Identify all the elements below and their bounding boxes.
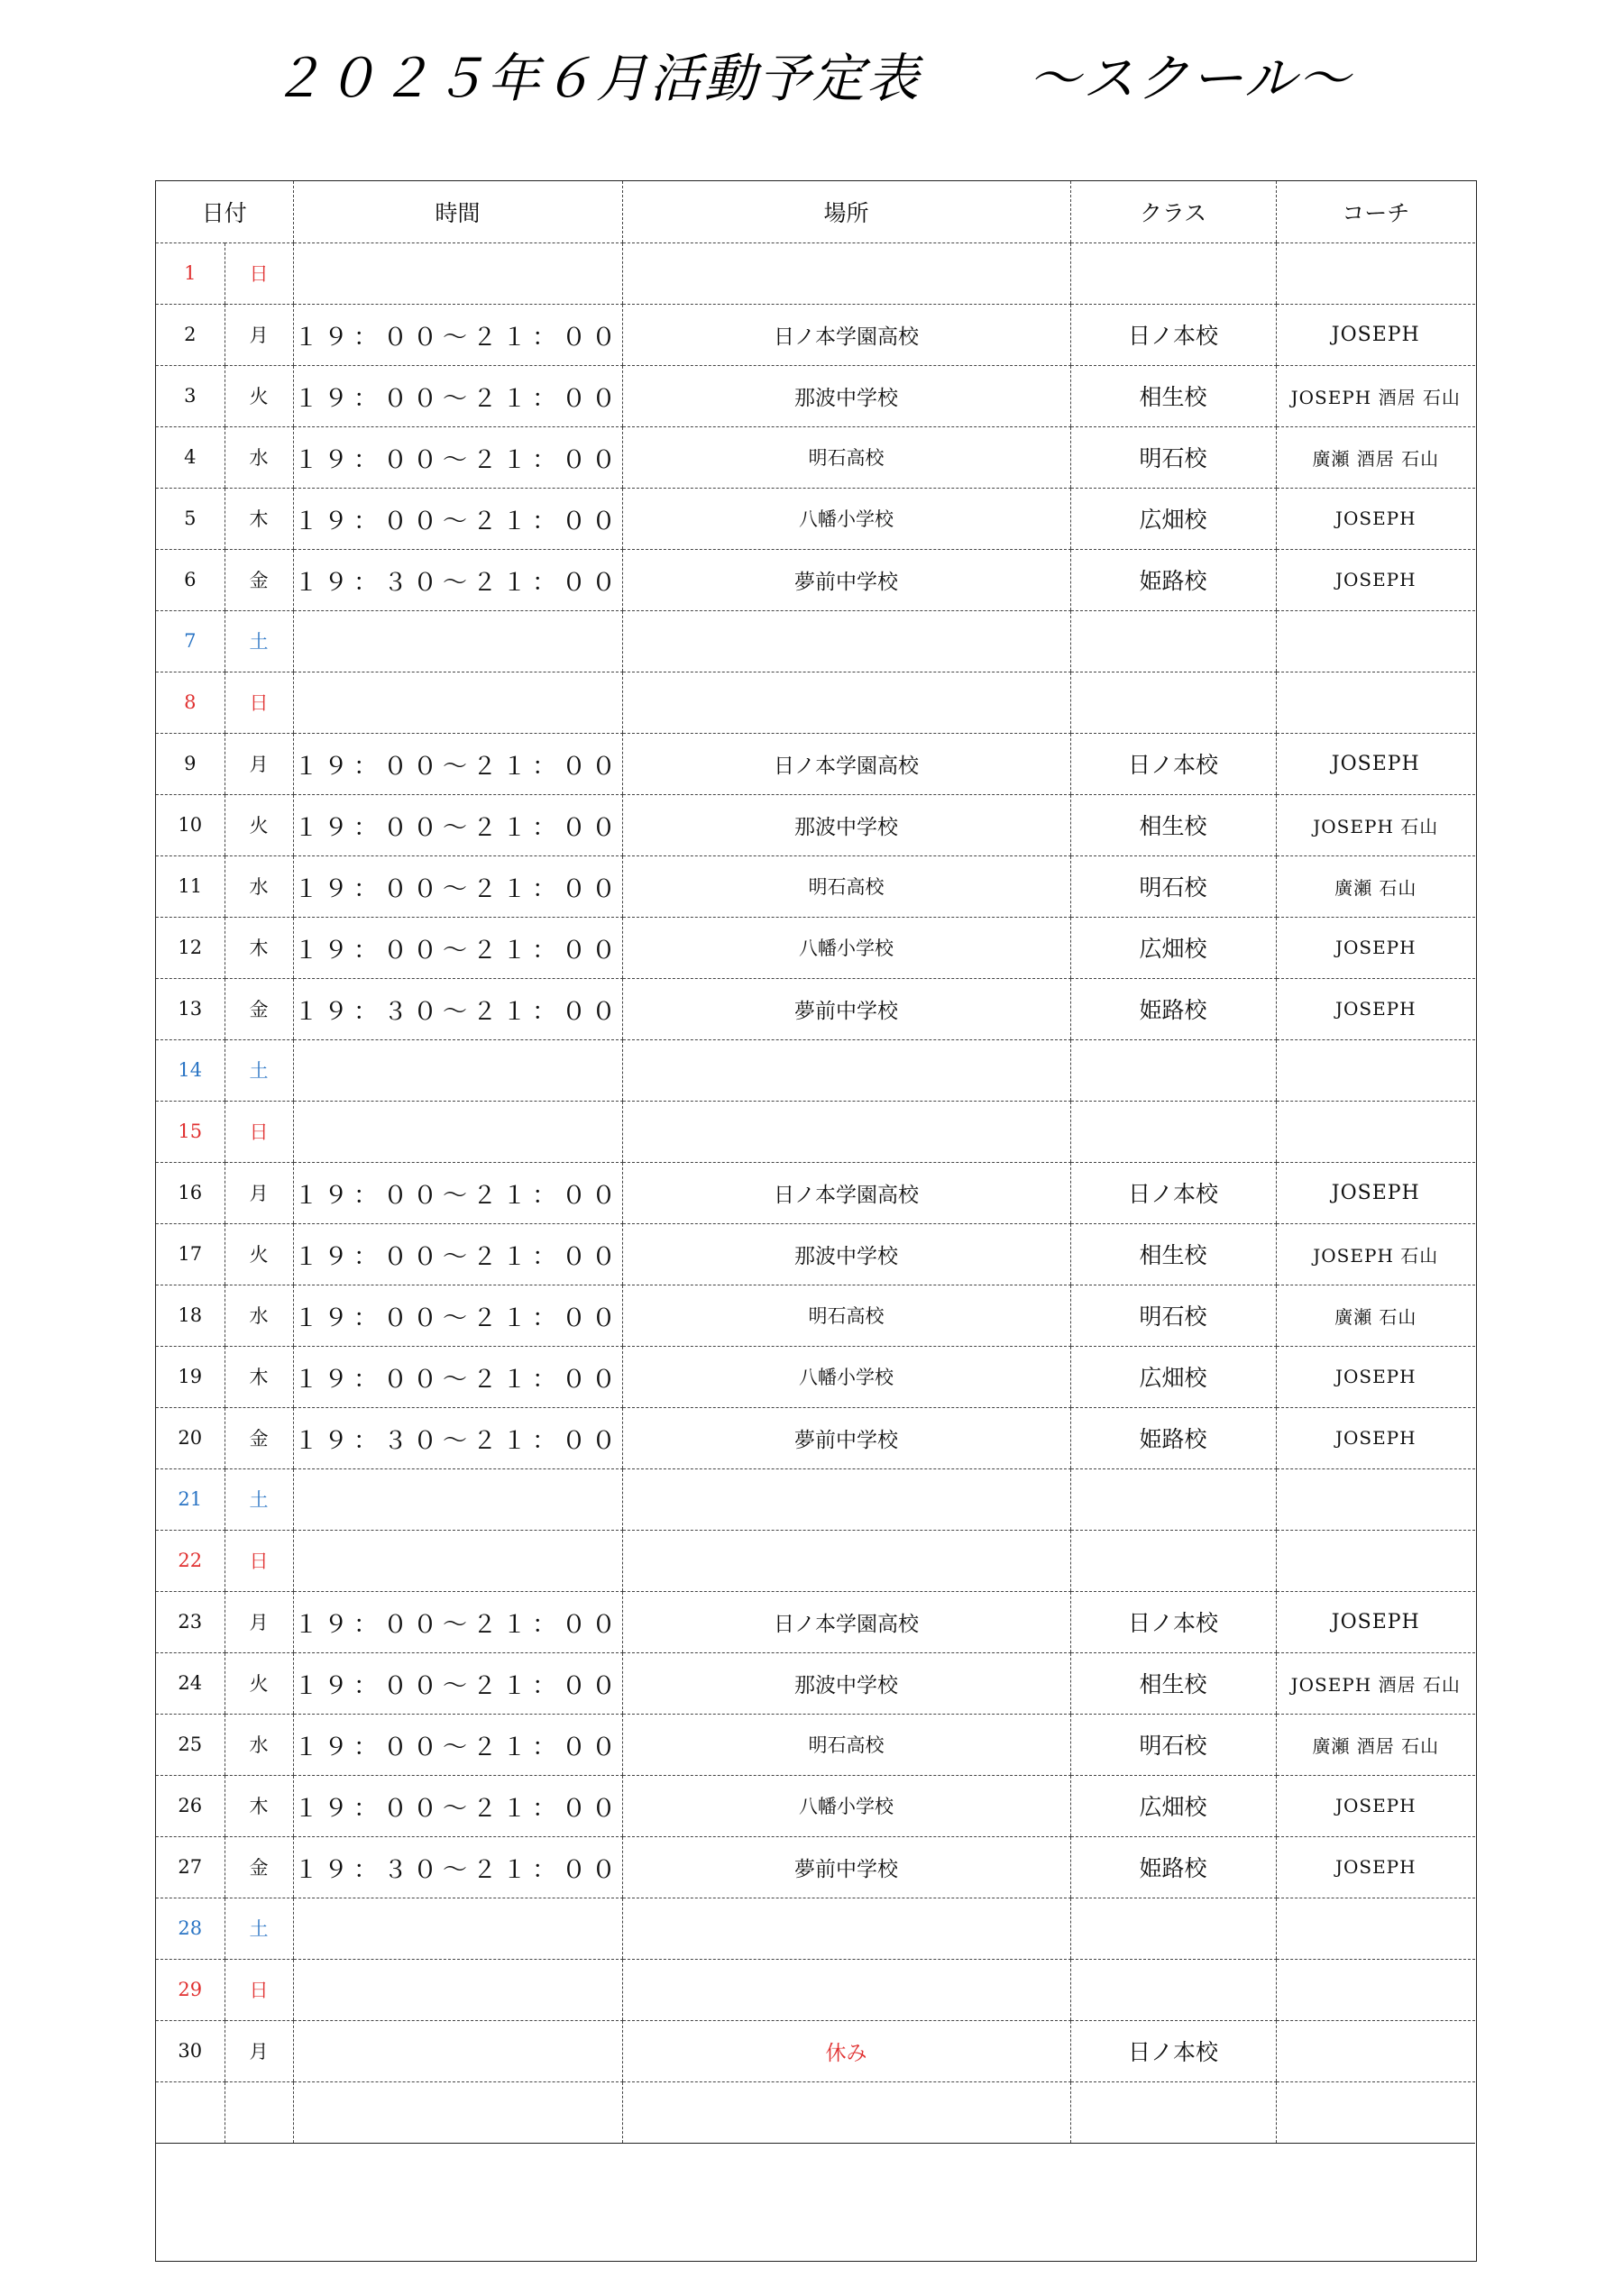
- time-cell: １９：００～２１：００: [293, 1652, 622, 1714]
- class-cell: [1070, 1468, 1276, 1530]
- time-cell: [293, 1039, 622, 1101]
- weekday-cell: 月: [225, 733, 293, 794]
- coach-cell: JOSEPH: [1276, 488, 1475, 549]
- coach-cell: [1276, 1959, 1475, 2020]
- time-cell: [293, 1101, 622, 1162]
- place-cell: 那波中学校: [622, 794, 1070, 855]
- coach-cell: 廣瀬 石山: [1276, 855, 1475, 917]
- header-date: 日付: [156, 181, 293, 242]
- class-cell: [1070, 1530, 1276, 1591]
- weekday-cell: 日: [225, 672, 293, 733]
- time-cell: １９：００～２１：００: [293, 1775, 622, 1836]
- place-cell: 八幡小学校: [622, 1775, 1070, 1836]
- place-cell: [622, 1959, 1070, 2020]
- time-cell: １９：００～２１：００: [293, 1162, 622, 1223]
- weekday-cell: 火: [225, 1223, 293, 1285]
- coach-cell: JOSEPH: [1276, 733, 1475, 794]
- class-cell: 相生校: [1070, 1652, 1276, 1714]
- place-cell: 八幡小学校: [622, 488, 1070, 549]
- coach-cell: 廣瀬 石山: [1276, 1285, 1475, 1346]
- weekday-cell: 木: [225, 1346, 293, 1407]
- day-cell: 20: [156, 1407, 225, 1468]
- time-cell: [293, 2081, 622, 2143]
- day-cell: 3: [156, 365, 225, 426]
- coach-cell: JOSEPH 酒居 石山: [1276, 365, 1475, 426]
- day-cell: 28: [156, 1898, 225, 1959]
- class-cell: 姫路校: [1070, 978, 1276, 1039]
- class-cell: 姫路校: [1070, 549, 1276, 610]
- day-cell: 9: [156, 733, 225, 794]
- place-cell: 那波中学校: [622, 1223, 1070, 1285]
- place-cell: 明石高校: [622, 426, 1070, 488]
- table-row: [156, 1959, 1475, 2020]
- day-cell: 30: [156, 2020, 225, 2081]
- weekday-cell: 月: [225, 304, 293, 365]
- place-cell: 夢前中学校: [622, 549, 1070, 610]
- table-row: [156, 855, 1475, 917]
- table-row: [156, 1039, 1475, 1101]
- place-cell: 八幡小学校: [622, 1346, 1070, 1407]
- table-row: [156, 1285, 1475, 1346]
- table-row: [156, 610, 1475, 672]
- coach-cell: JOSEPH 石山: [1276, 794, 1475, 855]
- place-cell: [622, 1039, 1070, 1101]
- class-cell: 明石校: [1070, 1714, 1276, 1775]
- time-cell: １９：００～２１：００: [293, 917, 622, 978]
- day-cell: [156, 2081, 225, 2143]
- class-cell: 日ノ本校: [1070, 2020, 1276, 2081]
- class-cell: 相生校: [1070, 794, 1276, 855]
- place-cell: 明石高校: [622, 1714, 1070, 1775]
- weekday-cell: 日: [225, 242, 293, 304]
- day-cell: 19: [156, 1346, 225, 1407]
- schedule-table: [156, 181, 1475, 2144]
- class-cell: 明石校: [1070, 426, 1276, 488]
- class-cell: 広畑校: [1070, 917, 1276, 978]
- day-cell: 12: [156, 917, 225, 978]
- place-cell: 日ノ本学園高校: [622, 733, 1070, 794]
- time-cell: [293, 610, 622, 672]
- place-cell: 那波中学校: [622, 365, 1070, 426]
- coach-cell: 廣瀬 酒居 石山: [1276, 426, 1475, 488]
- time-cell: １９：００～２１：００: [293, 426, 622, 488]
- class-cell: 広畑校: [1070, 488, 1276, 549]
- place-cell: 夢前中学校: [622, 1836, 1070, 1898]
- place-cell: [622, 1898, 1070, 1959]
- class-cell: [1070, 1898, 1276, 1959]
- table-row: [156, 733, 1475, 794]
- class-cell: 明石校: [1070, 1285, 1276, 1346]
- class-cell: [1070, 1101, 1276, 1162]
- coach-cell: JOSEPH: [1276, 304, 1475, 365]
- coach-cell: JOSEPH 石山: [1276, 1223, 1475, 1285]
- table-row: [156, 242, 1475, 304]
- table-row: [156, 1162, 1475, 1223]
- weekday-cell: 金: [225, 549, 293, 610]
- class-cell: [1070, 1039, 1276, 1101]
- place-cell: 休み: [622, 2020, 1070, 2081]
- weekday-cell: 火: [225, 794, 293, 855]
- table-row: [156, 1775, 1475, 1836]
- place-cell: [622, 2081, 1070, 2143]
- table-row: [156, 978, 1475, 1039]
- day-cell: 10: [156, 794, 225, 855]
- time-cell: [293, 2020, 622, 2081]
- day-cell: 8: [156, 672, 225, 733]
- place-cell: [622, 672, 1070, 733]
- day-cell: 5: [156, 488, 225, 549]
- time-cell: １９：００～２１：００: [293, 488, 622, 549]
- time-cell: [293, 1959, 622, 2020]
- weekday-cell: 木: [225, 917, 293, 978]
- weekday-cell: 土: [225, 1039, 293, 1101]
- coach-cell: [1276, 610, 1475, 672]
- weekday-cell: 土: [225, 1898, 293, 1959]
- day-cell: 6: [156, 549, 225, 610]
- coach-cell: [1276, 1101, 1475, 1162]
- place-cell: 夢前中学校: [622, 978, 1070, 1039]
- day-cell: 24: [156, 1652, 225, 1714]
- day-cell: 17: [156, 1223, 225, 1285]
- weekday-cell: 金: [225, 978, 293, 1039]
- day-cell: 18: [156, 1285, 225, 1346]
- table-row: [156, 1407, 1475, 1468]
- header-row: [156, 181, 1475, 242]
- coach-cell: JOSEPH: [1276, 1591, 1475, 1652]
- header-coach: コーチ: [1276, 181, 1475, 242]
- page-title: ２０２５年６月活動予定表 ～スクール～: [270, 48, 1352, 109]
- coach-cell: [1276, 672, 1475, 733]
- time-cell: [293, 1898, 622, 1959]
- weekday-cell: 水: [225, 426, 293, 488]
- day-cell: 27: [156, 1836, 225, 1898]
- time-cell: １９：３０～２１：００: [293, 978, 622, 1039]
- weekday-cell: 水: [225, 855, 293, 917]
- day-cell: 15: [156, 1101, 225, 1162]
- weekday-cell: 火: [225, 1652, 293, 1714]
- class-cell: 相生校: [1070, 365, 1276, 426]
- weekday-cell: 木: [225, 1775, 293, 1836]
- header-time: 時間: [293, 181, 622, 242]
- time-cell: [293, 1530, 622, 1591]
- place-cell: 八幡小学校: [622, 917, 1070, 978]
- place-cell: 明石高校: [622, 1285, 1070, 1346]
- day-cell: 25: [156, 1714, 225, 1775]
- table-row: [156, 1346, 1475, 1407]
- coach-cell: JOSEPH: [1276, 1775, 1475, 1836]
- time-cell: １９：３０～２１：００: [293, 1407, 622, 1468]
- place-cell: 日ノ本学園高校: [622, 304, 1070, 365]
- day-cell: 23: [156, 1591, 225, 1652]
- class-cell: [1070, 1959, 1276, 2020]
- time-cell: [293, 242, 622, 304]
- schedule-sheet: [155, 180, 1477, 2262]
- table-row: [156, 488, 1475, 549]
- coach-cell: [1276, 1898, 1475, 1959]
- coach-cell: [1276, 1039, 1475, 1101]
- class-cell: [1070, 610, 1276, 672]
- table-row: [156, 1898, 1475, 1959]
- weekday-cell: 土: [225, 610, 293, 672]
- place-cell: [622, 610, 1070, 672]
- time-cell: １９：００～２１：００: [293, 1591, 622, 1652]
- class-cell: 広畑校: [1070, 1346, 1276, 1407]
- day-cell: 7: [156, 610, 225, 672]
- time-cell: １９：００～２１：００: [293, 365, 622, 426]
- weekday-cell: 水: [225, 1714, 293, 1775]
- coach-cell: [1276, 1468, 1475, 1530]
- time-cell: １９：３０～２１：００: [293, 1836, 622, 1898]
- day-cell: 14: [156, 1039, 225, 1101]
- table-row: [156, 1652, 1475, 1714]
- weekday-cell: 金: [225, 1407, 293, 1468]
- time-cell: １９：００～２１：００: [293, 855, 622, 917]
- time-cell: １９：００～２１：００: [293, 1285, 622, 1346]
- class-cell: 明石校: [1070, 855, 1276, 917]
- time-cell: １９：００～２１：００: [293, 1346, 622, 1407]
- header-class: クラス: [1070, 181, 1276, 242]
- coach-cell: [1276, 242, 1475, 304]
- coach-cell: JOSEPH: [1276, 1346, 1475, 1407]
- table-row: [156, 1223, 1475, 1285]
- table-row: [156, 2081, 1475, 2143]
- coach-cell: JOSEPH: [1276, 1836, 1475, 1898]
- time-cell: １９：００～２１：００: [293, 794, 622, 855]
- table-row: [156, 672, 1475, 733]
- table-row: [156, 549, 1475, 610]
- class-cell: 相生校: [1070, 1223, 1276, 1285]
- place-cell: [622, 1468, 1070, 1530]
- time-cell: １９：００～２１：００: [293, 1223, 622, 1285]
- weekday-cell: 月: [225, 2020, 293, 2081]
- class-cell: 日ノ本校: [1070, 1162, 1276, 1223]
- table-row: [156, 426, 1475, 488]
- day-cell: 21: [156, 1468, 225, 1530]
- table-row: [156, 2020, 1475, 2081]
- class-cell: [1070, 242, 1276, 304]
- place-cell: 那波中学校: [622, 1652, 1070, 1714]
- class-cell: 日ノ本校: [1070, 733, 1276, 794]
- table-row: [156, 1591, 1475, 1652]
- weekday-cell: 日: [225, 1530, 293, 1591]
- weekday-cell: 日: [225, 1101, 293, 1162]
- day-cell: 11: [156, 855, 225, 917]
- day-cell: 1: [156, 242, 225, 304]
- class-cell: 姫路校: [1070, 1836, 1276, 1898]
- coach-cell: JOSEPH: [1276, 978, 1475, 1039]
- weekday-cell: [225, 2081, 293, 2143]
- day-cell: 2: [156, 304, 225, 365]
- place-cell: 明石高校: [622, 855, 1070, 917]
- time-cell: １９：３０～２１：００: [293, 549, 622, 610]
- day-cell: 29: [156, 1959, 225, 2020]
- table-row: [156, 1101, 1475, 1162]
- place-cell: [622, 242, 1070, 304]
- time-cell: [293, 672, 622, 733]
- coach-cell: JOSEPH: [1276, 1162, 1475, 1223]
- day-cell: 13: [156, 978, 225, 1039]
- table-row: [156, 1836, 1475, 1898]
- coach-cell: JOSEPH 酒居 石山: [1276, 1652, 1475, 1714]
- time-cell: １９：００～２１：００: [293, 733, 622, 794]
- table-row: [156, 1714, 1475, 1775]
- weekday-cell: 火: [225, 365, 293, 426]
- coach-cell: [1276, 2081, 1475, 2143]
- weekday-cell: 木: [225, 488, 293, 549]
- day-cell: 26: [156, 1775, 225, 1836]
- class-cell: 広畑校: [1070, 1775, 1276, 1836]
- class-cell: 姫路校: [1070, 1407, 1276, 1468]
- weekday-cell: 月: [225, 1162, 293, 1223]
- table-row: [156, 1530, 1475, 1591]
- table-row: [156, 365, 1475, 426]
- coach-cell: JOSEPH: [1276, 1407, 1475, 1468]
- weekday-cell: 月: [225, 1591, 293, 1652]
- weekday-cell: 金: [225, 1836, 293, 1898]
- class-cell: 日ノ本校: [1070, 304, 1276, 365]
- time-cell: １９：００～２１：００: [293, 304, 622, 365]
- day-cell: 22: [156, 1530, 225, 1591]
- table-row: [156, 1468, 1475, 1530]
- class-cell: 日ノ本校: [1070, 1591, 1276, 1652]
- time-cell: １９：００～２１：００: [293, 1714, 622, 1775]
- coach-cell: 廣瀬 酒居 石山: [1276, 1714, 1475, 1775]
- coach-cell: JOSEPH: [1276, 549, 1475, 610]
- weekday-cell: 水: [225, 1285, 293, 1346]
- coach-cell: [1276, 1530, 1475, 1591]
- coach-cell: JOSEPH: [1276, 917, 1475, 978]
- table-row: [156, 917, 1475, 978]
- place-cell: 日ノ本学園高校: [622, 1162, 1070, 1223]
- weekday-cell: 土: [225, 1468, 293, 1530]
- place-cell: [622, 1101, 1070, 1162]
- class-cell: [1070, 672, 1276, 733]
- table-row: [156, 794, 1475, 855]
- time-cell: [293, 1468, 622, 1530]
- table-row: [156, 304, 1475, 365]
- coach-cell: [1276, 2020, 1475, 2081]
- place-cell: 日ノ本学園高校: [622, 1591, 1070, 1652]
- place-cell: 夢前中学校: [622, 1407, 1070, 1468]
- class-cell: [1070, 2081, 1276, 2143]
- weekday-cell: 日: [225, 1959, 293, 2020]
- header-place: 場所: [622, 181, 1070, 242]
- place-cell: [622, 1530, 1070, 1591]
- day-cell: 16: [156, 1162, 225, 1223]
- day-cell: 4: [156, 426, 225, 488]
